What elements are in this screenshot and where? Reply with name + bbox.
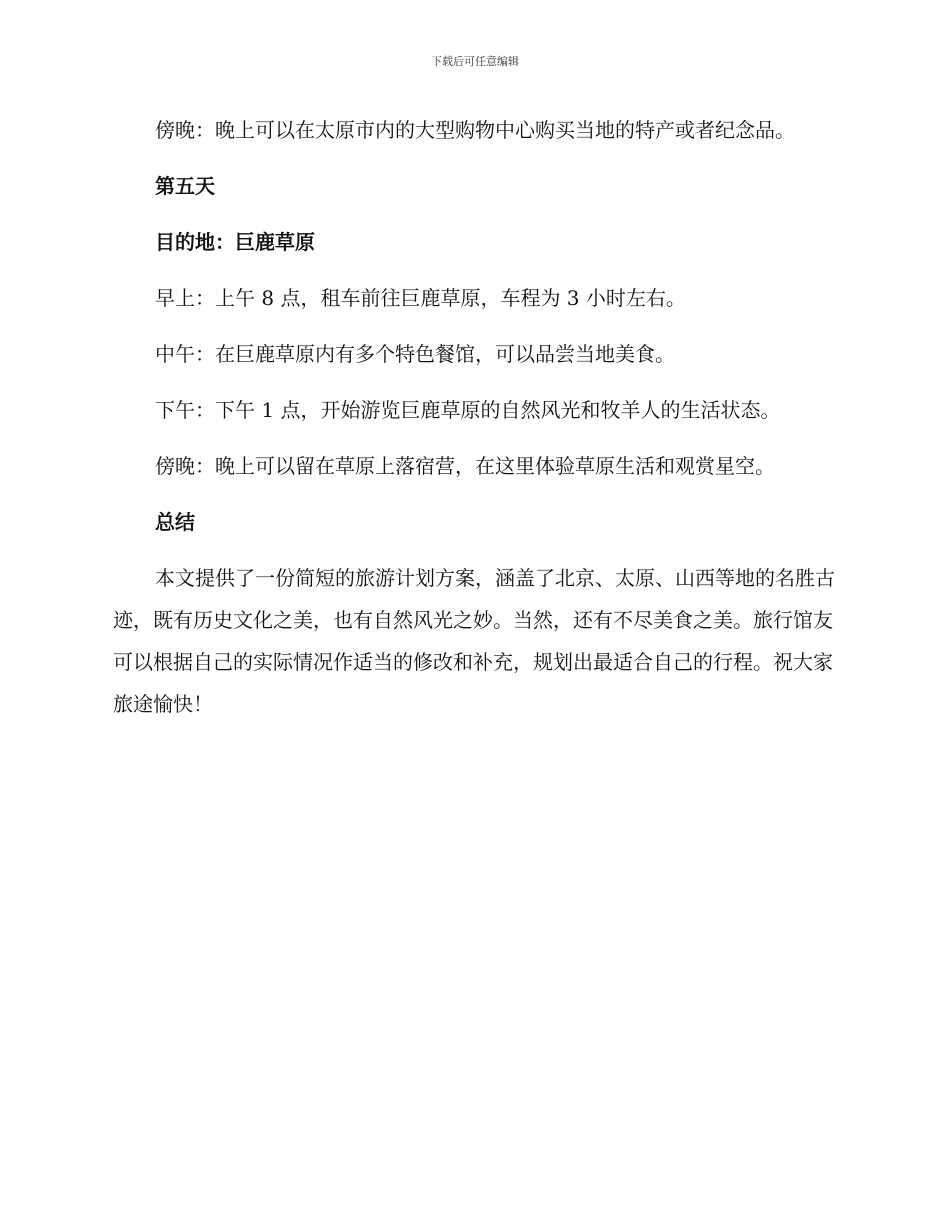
evening-item: 傍晚：晚上可以留在草原上落宿营，在这里体验草原生活和观赏星空。 [155, 454, 775, 478]
document-body [113, 109, 837, 725]
summary-heading: 总结 [155, 510, 195, 534]
afternoon-item: 下午：下午 1 点，开始游览巨鹿草原的自然风光和牧羊人的生活状态。 [155, 398, 781, 422]
noon-item: 中午：在巨鹿草原内有多个特色餐馆，可以品尝当地美食。 [155, 342, 675, 366]
page-header: 下载后可任意编辑 [431, 55, 519, 68]
summary-paragraph: 本文提供了一份简短的旅游计划方案，涵盖了北京、太原、山西等地的名胜古迹，既有历史文化之美，也有自然风光之妙。当然，还有不尽美食之美。旅行馆友可以根据自己的实际情况作适当的修改和补充，规划出最适合自己的行程。祝大家旅途愉快！ [113, 566, 835, 716]
evening-shopping-paragraph: 傍晚：晚上可以在太原市内的大型购物中心购买当地的特产或者纪念品。 [155, 118, 795, 142]
destination-heading: 目的地：巨鹿草原 [155, 230, 315, 254]
day-five-heading: 第五天 [155, 174, 215, 198]
morning-item: 早上：上午 8 点，租车前往巨鹿草原，车程为 3 小时左右。 [155, 286, 686, 310]
